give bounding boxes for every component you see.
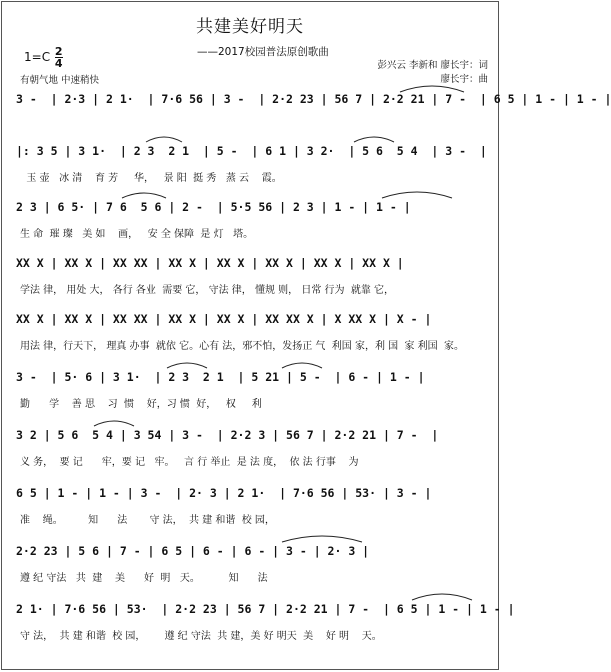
song-subtitle: ——2017校园普法原创歌曲 [197,46,329,58]
tempo-marking: 有朝气地 中速稍快 [20,75,100,86]
score-system-7 [16,420,488,472]
notation-line: 3 - | 5· 6 | 3 1· | 2 3 2 1 | 5 21 | 5 - | 6 - | 1 - | [16,370,425,384]
score-system-4 [16,248,488,300]
notation-line: 2 3 | 6 5· | 7 6 5 6 | 2 - | 5·5 56 | 2 3 | 1 - | 1 - | [16,200,411,214]
notation-line: 2·2 23 | 5 6 | 7 - | 6 5 | 6 - | 6 - | 3 - | 2· 3 | [16,544,370,558]
key-signature [24,46,63,69]
notation-line: 3 2 | 5 6 5 4 | 3 54 | 3 - | 2·2 3 | 56 7 | 2·2 21 | 7 - | [16,428,439,442]
notation-line: 3 - | 2·3 | 2 1· | 7·6 56 | 3 - | 2·2 23 | 56 7 | 2·2 21 | 7 - | 6 5 | 1 - | 1 - | [16,92,611,106]
music-credit: 廖长宇：曲 [440,74,488,85]
lyrics-line: 勤 学 善 思 习 惯 好，习 惯 好， 权 利 [20,399,262,410]
lyrics-line: 准 绳。 知 法 守 法， 共 建 和谐 校 园， [20,515,275,526]
notation-line: XX X | XX X | XX XX | XX X | XX X | XX XX X | X XX X | X - | [16,312,432,326]
score-system-5 [16,304,488,356]
score-page [1,1,611,670]
score-system-9 [16,536,488,588]
lyrics-line: 守 法， 共 建 和谐 校 园， 遵 纪 守法 共 建，美 好 明天 美 好 明 天。 [20,631,382,642]
score-system-8 [16,478,488,530]
score-system-6 [16,362,488,414]
lyrics-line: 义 务， 要 记 牢，要 记 牢。 言 行 举止 是 法 度， 依 法 行事 为 [20,457,359,468]
notation-line: 6 5 | 1 - | 1 - | 3 - | 2· 3 | 2 1· | 7·6 56 | 53· | 3 - | [16,486,432,500]
key-label: 1=C [24,50,51,64]
notation-line: 2 1· | 7·6 56 | 53· | 2·2 23 | 56 7 | 2·2 21 | 7 - | 6 5 | 1 - | 1 - | [16,602,515,616]
lyrics-line: 玉 壶 冰 清 育 芳 华， 景 阳 挺 秀 蒸 云 霞。 [20,173,282,184]
score-system-2 [16,136,488,188]
time-top: 2 [54,45,63,58]
lyrics-line: 用法 律，行天下， 理真 办事 就依 它。心有 法，邪不怕，发扬正 气 利国 家，利 国 家 利国 家。 [20,341,465,352]
notation-line: XX X | XX X | XX XX | XX X | XX X | XX X | XX X | XX X | [16,256,404,270]
time-bottom: 4 [54,57,63,70]
lyrics-line: 学法 律， 用处 大， 各行 各业 需要 它， 守法 律， 懂规 则， 日常 行为 就靠 它， [20,285,395,296]
time-signature [55,46,63,69]
score-system-3 [16,192,488,244]
notation-line: |: 3 5 | 3 1· | 2 3 2 1 | 5 - | 6 1 | 3 2· | 5 6 5 4 | 3 - | [16,144,487,158]
score-system-1 [16,84,611,136]
lyrics-line: 遵 纪 守法 共 建 美 好 明 天。 知 法 [20,573,268,584]
score-system-10 [16,594,515,646]
lyrics-credit: 彭兴云 李新和 廖长宇：词 [377,60,488,71]
lyrics-line: 生 命 璀 璨 美 如 画， 安 全 保障 是 灯 塔。 [20,229,254,240]
song-title: 共建美好明天 [196,17,304,37]
